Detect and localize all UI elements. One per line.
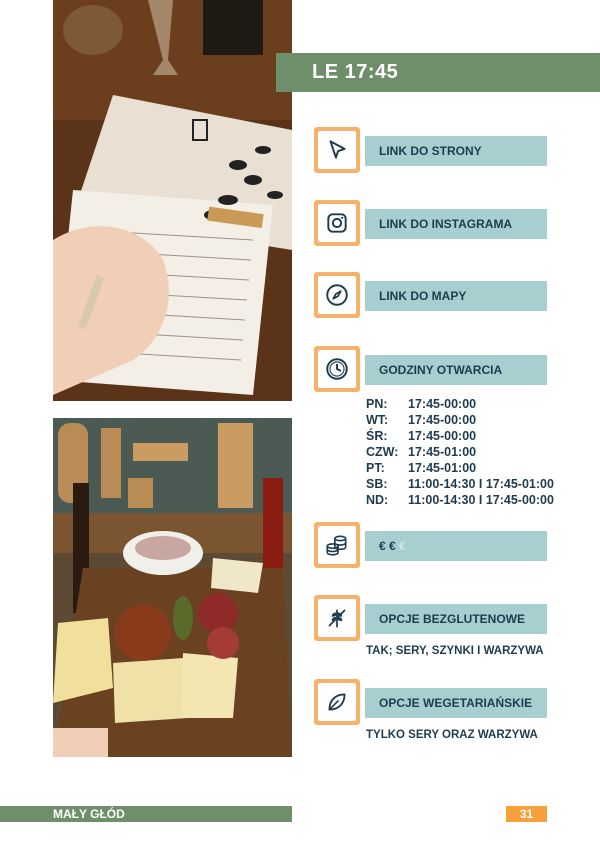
hours-day: SB: — [366, 477, 388, 491]
vegetarian-note: TYLKO SERY ORAZ WARZYWA — [366, 729, 538, 741]
hours-day: PN: — [366, 397, 388, 411]
hours-time: 11:00-14:30 I 17:45-01:00 — [408, 477, 554, 491]
clock-icon — [314, 346, 360, 392]
price-level — [365, 531, 547, 561]
coins-icon — [314, 522, 360, 568]
leaf-icon — [314, 679, 360, 725]
no-wheat-icon — [314, 595, 360, 641]
hours-day: WT: — [366, 413, 389, 427]
hours-row — [366, 396, 554, 412]
hours-row — [366, 444, 554, 460]
hours-time: 17:45-00:00 — [408, 429, 477, 443]
hours-row — [366, 428, 554, 444]
hours-time: 17:45-00:00 — [408, 397, 477, 411]
price-faded: € — [399, 539, 406, 553]
page-number: 31 — [506, 806, 547, 822]
section-footer: MAŁY GŁÓD — [0, 806, 292, 822]
hours-row — [366, 492, 554, 508]
gluten-free-note: TAK; SERY, SZYNKI I WARZYWA — [366, 645, 544, 657]
hours-time: 17:45-00:00 — [408, 413, 477, 427]
hours-day: CZW: — [366, 445, 399, 459]
hours-time: 17:45-01:00 — [408, 461, 477, 475]
hours-day: ŚR: — [366, 429, 388, 443]
map-link[interactable]: LINK DO MAPY — [365, 281, 547, 311]
instagram-link[interactable]: LINK DO INSTAGRAMA — [365, 209, 547, 239]
instagram-icon — [314, 200, 360, 246]
opening-hours-list — [366, 396, 554, 508]
hours-row — [366, 460, 554, 476]
hours-day: PT: — [366, 461, 385, 475]
venue-title: LE 17:45 — [276, 53, 600, 92]
vegetarian-heading: OPCJE WEGETARIAŃSKIE — [365, 688, 547, 718]
photo-charcuterie-board — [53, 418, 292, 757]
photo-menu-notebook — [53, 0, 292, 401]
website-link[interactable]: LINK DO STRONY — [365, 136, 547, 166]
price-filled: € € — [379, 539, 396, 553]
cursor-icon — [314, 127, 360, 173]
opening-hours-heading: GODZINY OTWARCIA — [365, 355, 547, 385]
hours-row — [366, 412, 554, 428]
compass-icon — [314, 272, 360, 318]
gluten-free-heading: OPCJE BEZGLUTENOWE — [365, 604, 547, 634]
hours-time: 17:45-01:00 — [408, 445, 477, 459]
hours-day: ND: — [366, 493, 389, 507]
hours-time: 11:00-14:30 I 17:45-00:00 — [408, 493, 554, 507]
hours-row — [366, 476, 554, 492]
